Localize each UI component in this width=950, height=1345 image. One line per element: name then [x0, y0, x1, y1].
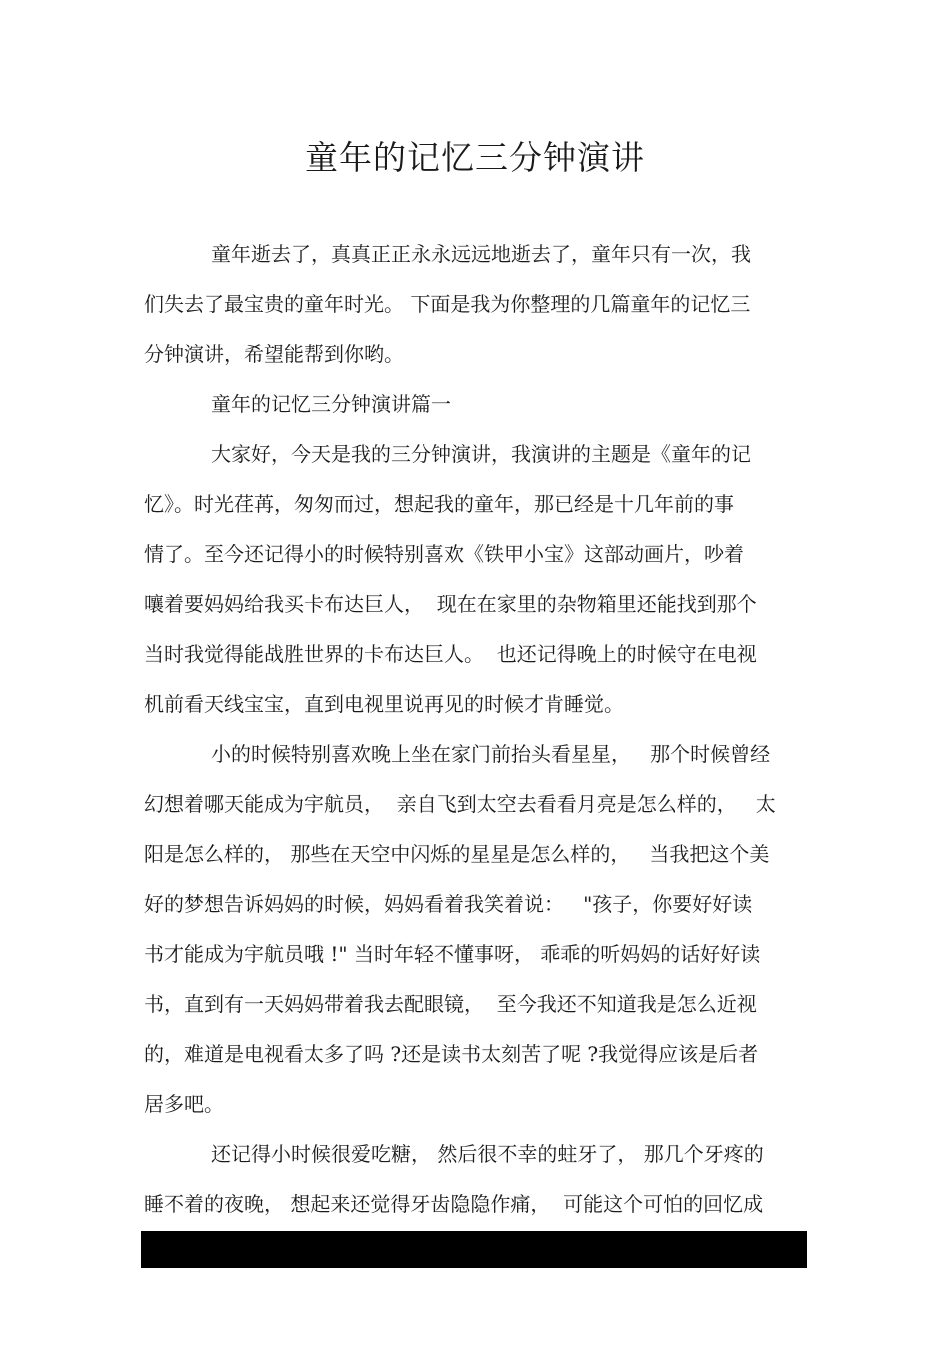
text-line: 小的时候特别喜欢晚上坐在家门前抬头看星星， 那个时候曾经: [211, 742, 771, 766]
text-line: 童年逝去了，真真正正永永远远地逝去了，童年只有一次，我: [211, 242, 751, 266]
text-line: 居多吧。: [144, 1092, 224, 1116]
text-line: 的，难道是电视看太多了吗 ?还是读书太刻苦了呢 ?我觉得应该是后者: [144, 1042, 759, 1066]
text-line: 忆》。时光荏苒，匆匆而过，想起我的童年，那已经是十几年前的事: [144, 492, 734, 516]
text-line: 睡不着的夜晚， 想起来还觉得牙齿隐隐作痛， 可能这个可怕的回忆成: [144, 1192, 764, 1216]
text-line: 书，直到有一天妈妈带着我去配眼镜， 至今我还不知道我是怎么近视: [144, 992, 757, 1016]
text-line: 当时我觉得能战胜世界的卡布达巨人。 也还记得晚上的时候守在电视: [144, 642, 757, 666]
text-line: 大家好，今天是我的三分钟演讲，我演讲的主题是《童年的记: [211, 442, 751, 466]
text-line: 分钟演讲，希望能帮到你哟。: [144, 342, 404, 366]
text-line: 还记得小时候很爱吃糖， 然后很不幸的蛀牙了， 那几个牙疼的: [211, 1142, 764, 1166]
text-line: 们失去了最宝贵的童年时光。 下面是我为你整理的几篇童年的记忆三: [144, 292, 751, 316]
text-line: 书才能成为宇航员哦 !" 当时年轻不懂事呀， 乖乖的听妈妈的话好好读: [144, 942, 761, 966]
redaction-bar: [141, 1231, 807, 1268]
text-line: 情了。至今还记得小的时候特别喜欢《铁甲小宝》这部动画片，吵着: [144, 542, 744, 566]
section-heading: 童年的记忆三分钟演讲篇一: [211, 392, 451, 416]
text-line: 幻想着哪天能成为宇航员， 亲自飞到太空去看看月亮是怎么样的， 太: [144, 792, 776, 816]
text-line: 好的梦想告诉妈妈的时候，妈妈看着我笑着说： "孩子，你要好好读: [144, 892, 753, 916]
document-title: 童年的记忆三分钟演讲: [305, 138, 645, 177]
text-line: 阳是怎么样的， 那些在天空中闪烁的星星是怎么样的， 当我把这个美: [144, 842, 770, 866]
text-line: 机前看天线宝宝，直到电视里说再见的时候才肯睡觉。: [144, 692, 624, 716]
text-line: 嚷着要妈妈给我买卡布达巨人， 现在在家里的杂物箱里还能找到那个: [144, 592, 757, 616]
